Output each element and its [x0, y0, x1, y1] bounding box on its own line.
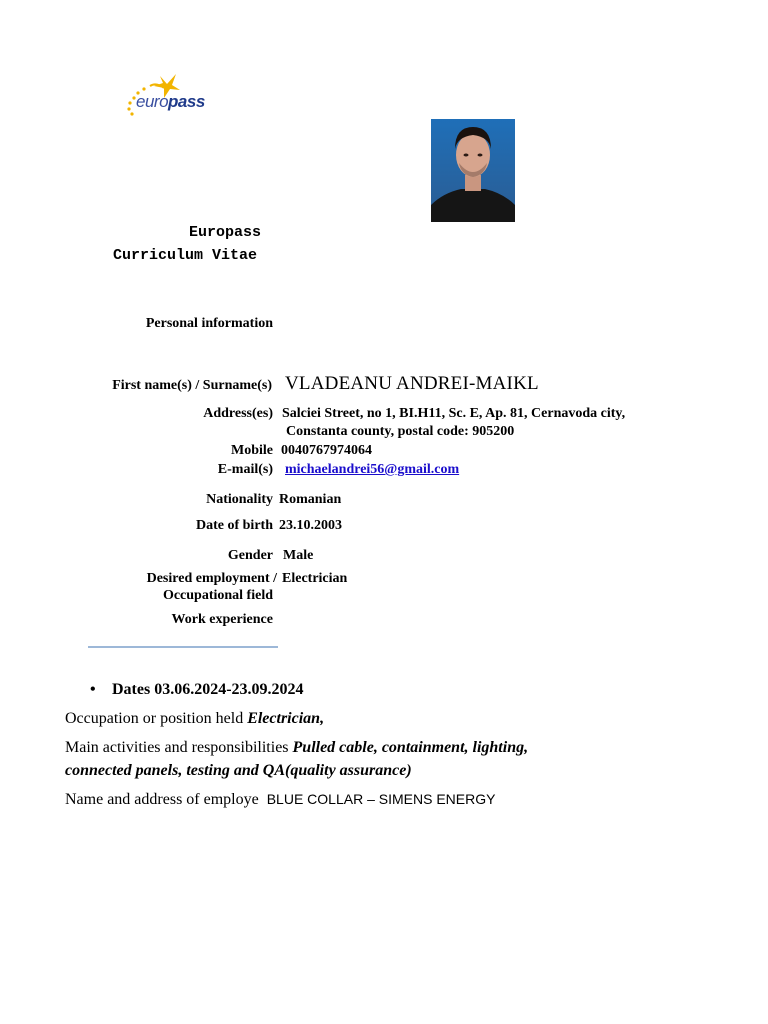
person-photo-icon	[431, 119, 515, 222]
gender-label: Gender	[227, 548, 273, 563]
nationality-value: Romanian	[279, 492, 342, 507]
desired-employment-label-line-2: Occupational field	[162, 588, 273, 603]
desired-employment-value: Electrician	[282, 571, 348, 586]
europass-logo-text: europass	[136, 92, 205, 111]
experience-dates-text: Dates 03.06.2024-23.09.2024	[112, 681, 304, 698]
cv-title-europass: Europass	[189, 224, 262, 241]
bullet-icon: •	[90, 681, 96, 698]
employer-label: Name and address of employe	[65, 791, 259, 808]
date-of-birth-value: 23.10.2003	[279, 518, 342, 533]
employer-value: BLUE COLLAR – SIMENS ENERGY	[266, 791, 496, 807]
section-divider	[88, 646, 278, 648]
date-of-birth-label: Date of birth	[196, 518, 273, 533]
experience-dates	[90, 681, 304, 699]
employer-line	[65, 791, 495, 809]
address-line-2: Constanta county, postal code: 905200	[286, 424, 515, 439]
desired-employment-label-line-1: Desired employment /	[146, 571, 277, 586]
profile-photo	[431, 119, 515, 222]
name-label: First name(s) / Surname(s)	[112, 378, 272, 393]
gender-value: Male	[283, 548, 314, 563]
personal-information-heading: Personal information	[145, 316, 273, 331]
mobile-value: 0040767974064	[281, 443, 372, 458]
work-experience-label: Work experience	[171, 612, 273, 627]
nationality-label: Nationality	[206, 492, 273, 507]
activities-line-1	[65, 739, 528, 757]
occupation-label: Occupation or position held	[65, 710, 244, 727]
address-label: Address(es)	[203, 406, 273, 421]
activities-value-line-2: connected panels, testing and QA(quality assurance)	[65, 762, 412, 779]
email-label: E-mail(s)	[217, 462, 273, 477]
mobile-label: Mobile	[231, 443, 273, 458]
address-line-1: Salciei Street, no 1, BI.H11, Sc. E, Ap. 81, Cernavoda city,	[282, 406, 626, 421]
name-value: VLADEANU ANDREI-MAIKL	[285, 373, 539, 394]
cv-title-curriculum-vitae: Curriculum Vitae	[113, 247, 258, 264]
occupation-line	[65, 710, 324, 728]
europass-logo	[120, 68, 215, 123]
activities-label: Main activities and responsibilities	[65, 739, 289, 756]
activities-value-line-1: Pulled cable, containment, lighting,	[292, 739, 529, 756]
email-link[interactable]: michaelandrei56@gmail.com	[285, 462, 460, 477]
occupation-value: Electrician,	[247, 710, 325, 727]
